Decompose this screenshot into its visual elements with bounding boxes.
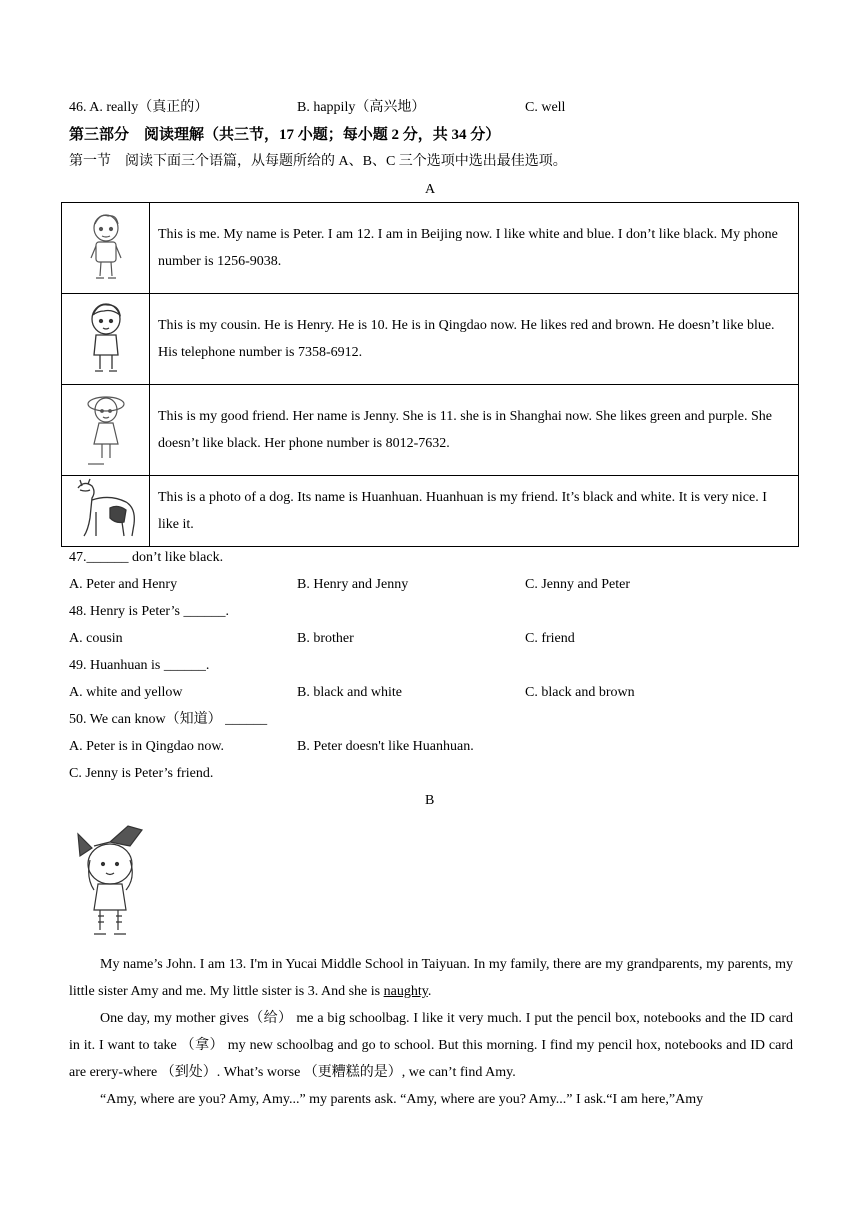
row-text-peter: This is me. My name is Peter. I am 12. I am in Beijing now. I like white and blue. I don’t like black. My phone number is 1256-9038. [150,203,799,294]
question-48-option-c: C. friend [525,631,575,646]
row-text-huanhuan: This is a photo of a dog. Its name is Huanhuan. Huanhuan is my friend. It’s black and white. It is very nice. I like it. [150,476,799,547]
passage-b-label: B [425,793,435,808]
boy-henry-drawing [86,299,126,375]
part3-title: 第三部分 阅读理解（共三节，17 小题；每小题 2 分，共 34 分） [69,127,501,143]
row-text-henry: This is my cousin. He is Henry. He is 10. He is in Qingdao now. He likes red and brown. He doesn’t like blue. His telephone number is 7358-6912. [150,294,799,385]
question-50-option-c: C. Jenny is Peter’s friend. [69,766,214,781]
passage-a-label: A [425,182,436,197]
question-47-option-b: B. Henry and Jenny [297,577,409,592]
picture-cell [62,476,150,547]
question-49-option-c: C. black and brown [525,685,635,700]
table-row [62,476,799,547]
question-50-stem: 50. We can know（知道） ______ [69,712,268,727]
question-47-option-a: A. Peter and Henry [69,577,178,592]
underlined-word: naughty [383,984,428,999]
paragraph-1-text: My name’s John. I am 13. I'm in Yucai Middle School in Taiyuan. In my family, there are my grandparents, my parents, my little sister Amy and me. My little sister is 3. And she is [69,957,793,999]
row-text-jenny: This is my good friend. Her name is Jenny. She is 11. she is in Shanghai now. She likes green and purple. She doesn’t like black. Her phone number is 8012-7632. [150,385,799,476]
q46-option-c: C. well [525,100,566,115]
question-50-option-b: B. Peter doesn't like Huanhuan. [297,739,474,754]
question-50-option-a: A. Peter is in Qingdao now. [69,739,225,754]
girl-jenny-drawing [84,390,128,466]
q46-option-a: 46. A. really（真正的） [69,100,209,115]
dog-huanhuan-drawing [70,478,142,540]
question-47-stem: 47.______ don’t like black. [69,550,224,565]
question-49-option-b: B. black and white [297,685,402,700]
question-49-stem: 49. Huanhuan is ______. [69,658,210,673]
passage-b-paragraph-3: “Amy, where are you? Amy, Amy...” my parents ask. “Amy, where are you? Amy...” I ask.“I am here,”Amy [100,1092,704,1107]
section1-instruction: 第一节 阅读下面三个语篇，从每题所给的 A、B、C 三个选项中选出最佳选项。 [69,154,567,169]
table-row [62,385,799,476]
passage-b-paragraph-2: One day, my mother gives（给） me a big schoolbag. I like it very much. I put the pencil box, notebooks and the ID card in it. I want to take （拿） my new schoolbag and go to school. But this morning. I find my pencil hox, notebooks and ID card are erery-where （到处）. What’s worse （更糟糕的是）, we can’t find Amy. [69,1011,793,1080]
paragraph-1-end: . [427,984,432,999]
table-row [62,294,799,385]
picture-cell [62,294,150,385]
girl-with-bow-drawing [70,820,154,942]
picture-cell [62,203,150,294]
passage-a-table [61,202,799,547]
boy-peter-drawing [86,210,126,282]
q46-option-b: B. happily（高兴地） [297,100,426,115]
question-48-stem: 48. Henry is Peter’s ______. [69,604,229,619]
question-48-option-b: B. brother [297,631,354,646]
question-49-option-a: A. white and yellow [69,685,183,700]
question-48-option-a: A. cousin [69,631,123,646]
passage-b-paragraph-1 [69,951,793,1005]
question-47-option-c: C. Jenny and Peter [525,577,630,592]
table-row [62,203,799,294]
picture-cell [62,385,150,476]
